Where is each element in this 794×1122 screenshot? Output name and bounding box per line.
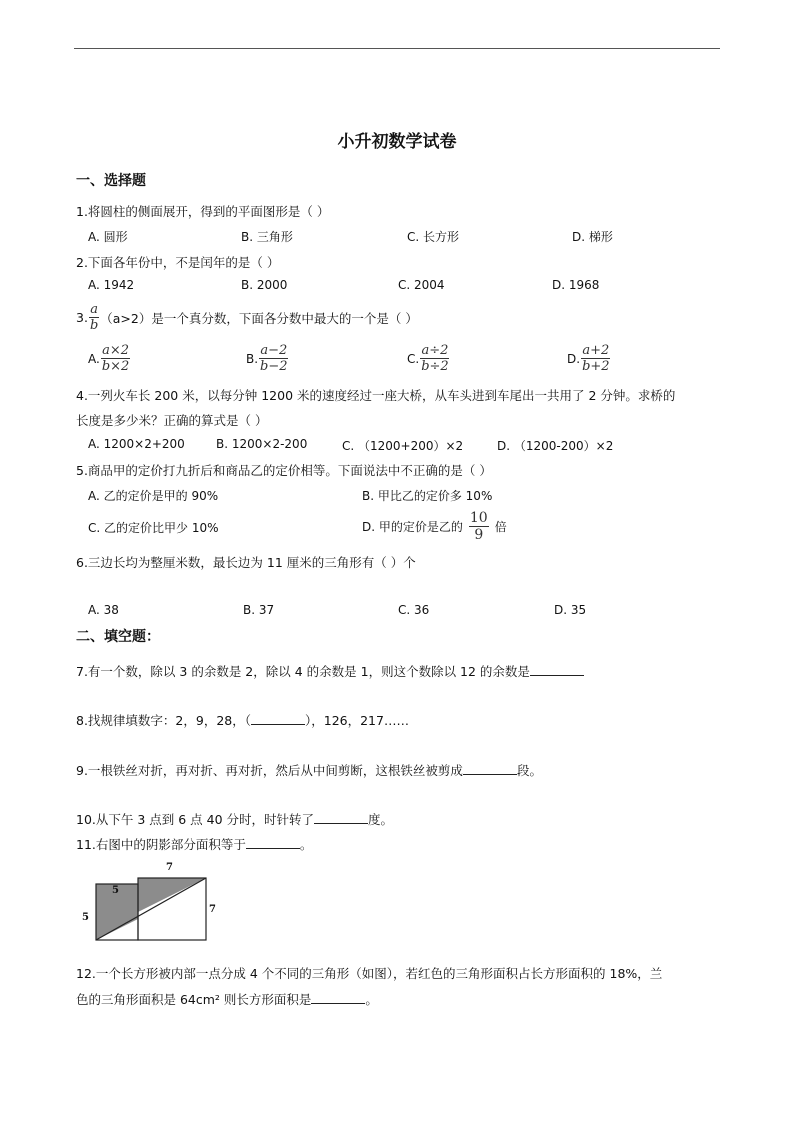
- q6-option-c: C. 36: [398, 603, 430, 617]
- q3-option-a: [88, 344, 131, 373]
- shaded-area-figure: [78, 860, 228, 950]
- option-text: 倍: [494, 520, 507, 534]
- question-12-text-end: 。: [365, 992, 378, 1007]
- fraction-numerator: a×2: [102, 343, 130, 358]
- answer-blank[interactable]: [311, 991, 365, 1004]
- question-11: [76, 835, 312, 853]
- question-5-stem: 5.商品甲的定价打九折后和商品乙的定价相等。下面说法中不正确的是（ ）: [76, 463, 492, 478]
- fraction-numerator: a÷2: [421, 343, 449, 358]
- fraction-numerator: 10: [469, 510, 488, 526]
- q4-option-b: B. 1200×2-200: [216, 437, 308, 451]
- question-3-number: 3.: [76, 310, 88, 325]
- answer-blank[interactable]: [463, 762, 517, 775]
- label-right: 7: [209, 904, 216, 915]
- q6-option-b: B. 37: [243, 603, 275, 617]
- question-8-text: 8.找规律填数字：2，9，28，（: [76, 713, 251, 728]
- q1-option-c: C. 长方形: [407, 230, 460, 244]
- q3-option-c: [407, 344, 451, 373]
- q3-fraction-a-over-b: [89, 303, 99, 332]
- question-11-text-end: 。: [299, 837, 313, 852]
- section-heading-fill-in: 二、填空题：: [76, 629, 160, 645]
- question-12-line-1: 12.一个长方形被内部一点分成 4 个不同的三角形（如图），若红色的三角形面积占长方形面积的 18%，兰: [76, 966, 663, 981]
- option-fraction: [469, 511, 489, 542]
- fraction-denominator: b−2: [260, 359, 288, 374]
- q3-option-b: [246, 344, 290, 373]
- option-fraction: [101, 344, 131, 373]
- question-3-stem: [76, 303, 418, 332]
- q5-option-b: B. 甲比乙的定价多 10%: [362, 489, 493, 503]
- section-heading-choice: 一、选择题: [76, 173, 146, 189]
- q6-option-a: A. 38: [88, 603, 119, 617]
- question-4-line-1: 4.一列火车长 200 米，以每分钟 1200 米的速度经过一座大桥，从车头进到车尾出一共用了 2 分钟。求桥的: [76, 388, 676, 403]
- option-label: A.: [88, 351, 100, 366]
- question-9-text: 9.一根铁丝对折，再对折、再对折，然后从中间剪断，这根铁丝被剪成: [76, 763, 463, 778]
- answer-blank[interactable]: [314, 811, 368, 824]
- fraction-numerator: a−2: [260, 343, 288, 358]
- q2-option-d: D. 1968: [552, 278, 600, 292]
- q5-option-d: [362, 511, 507, 542]
- fraction-denominator: 9: [474, 527, 484, 543]
- q1-option-a: A. 圆形: [88, 230, 128, 244]
- fraction-denominator: b×2: [101, 359, 130, 374]
- q2-option-b: B. 2000: [241, 278, 288, 292]
- q4-option-c: C. （1200+200）×2: [342, 439, 464, 453]
- label-middle: 5: [112, 885, 119, 896]
- question-6-stem: 6.三边长均为整厘米数，最长边为 11 厘米的三角形有（ ）个: [76, 555, 416, 570]
- option-label: C.: [407, 351, 420, 366]
- option-label: D.: [567, 351, 581, 366]
- fraction-denominator: b÷2: [421, 359, 449, 374]
- fraction-denominator: b: [89, 318, 99, 333]
- q1-option-b: B. 三角形: [241, 230, 293, 244]
- label-left: 5: [82, 912, 89, 923]
- question-9-text-end: 段。: [516, 763, 542, 778]
- question-8: [76, 711, 409, 729]
- q5-option-c: C. 乙的定价比甲少 10%: [88, 521, 219, 535]
- question-7-text: 7.有一个数，除以 3 的余数是 2，除以 4 的余数是 1，则这个数除以 12 的余数是: [76, 664, 530, 679]
- question-10-text-end: 度。: [368, 812, 394, 827]
- question-8-text-end: ），126，217……: [305, 713, 409, 728]
- question-3-text: （a>2）是一个真分数，下面各分数中最大的一个是（ ）: [100, 310, 418, 326]
- answer-blank[interactable]: [530, 663, 584, 676]
- q6-option-d: D. 35: [554, 603, 587, 617]
- q5-option-a: A. 乙的定价是甲的 90%: [88, 489, 219, 503]
- q4-option-a: A. 1200×2+200: [88, 437, 185, 451]
- option-text: D. 甲的定价是乙的: [362, 520, 463, 534]
- question-12-text: 色的三角形面积是 64cm² 则长方形面积是: [76, 992, 312, 1007]
- answer-blank[interactable]: [246, 836, 300, 849]
- fraction-denominator: b+2: [582, 359, 610, 374]
- q1-option-d: D. 梯形: [572, 230, 613, 244]
- page-title: 小升初数学试卷: [337, 132, 457, 152]
- header-rule: [74, 48, 720, 49]
- option-fraction: [259, 344, 289, 373]
- answer-blank[interactable]: [251, 712, 305, 725]
- question-12-line-2: [76, 990, 378, 1008]
- q4-option-d: D. （1200-200）×2: [497, 439, 614, 453]
- fraction-numerator: a+2: [582, 343, 610, 358]
- q3-option-d: [567, 344, 612, 373]
- label-top: 7: [166, 862, 173, 873]
- question-4-line-2: 长度是多少米？正确的算式是（ ）: [76, 413, 268, 428]
- option-fraction: [581, 344, 611, 373]
- figure-svg: [78, 860, 228, 950]
- option-fraction: [420, 344, 450, 373]
- option-label: B.: [246, 351, 259, 366]
- question-10: [76, 810, 393, 828]
- question-9: [76, 761, 542, 779]
- q2-option-c: C. 2004: [398, 278, 445, 292]
- question-7: [76, 662, 584, 680]
- question-1-stem: 1.将圆柱的侧面展开，得到的平面图形是（ ）: [76, 204, 330, 219]
- question-2-stem: 2.下面各年份中，不是闰年的是（ ）: [76, 255, 280, 270]
- question-10-text: 10.从下午 3 点到 6 点 40 分时，时针转了: [76, 812, 315, 827]
- fraction-numerator: a: [90, 302, 98, 317]
- question-11-text: 11.右图中的阴影部分面积等于: [76, 837, 246, 852]
- q2-option-a: A. 1942: [88, 278, 135, 292]
